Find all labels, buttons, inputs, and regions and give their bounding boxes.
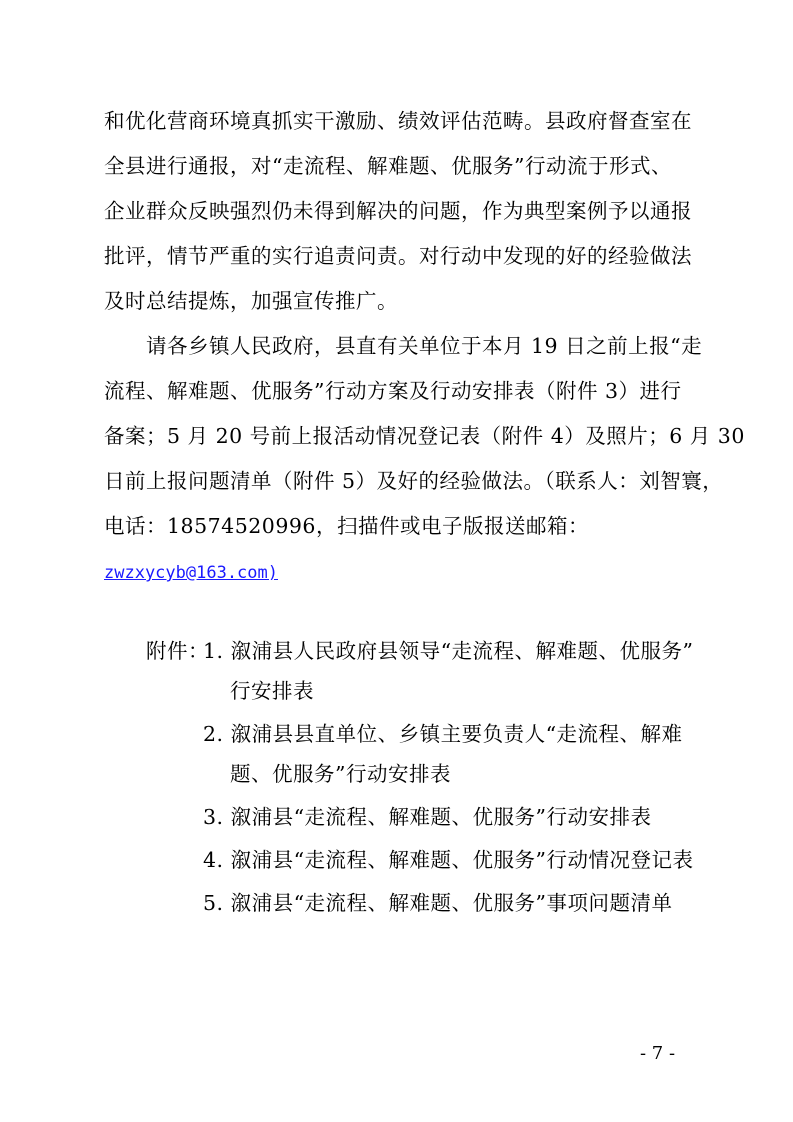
paragraph-2-line-5: 电话：18574520996，扫描件或电子版报送邮箱： — [104, 514, 589, 538]
attachment-4-line-1: 4. 溆浦县“走流程、解难题、优服务”行动情况登记表 — [203, 848, 694, 872]
paragraph-2-line-1: 请各乡镇人民政府，县直有关单位于本月 19 日之前上报“走 — [146, 334, 703, 358]
paragraph-1-line-1: 和优化营商环境真抓实干激励、绩效评估范畴。县政府督查室在 — [104, 109, 692, 133]
attachment-2-line-2: 题、优服务”行动安排表 — [230, 762, 451, 786]
paragraph-1-line-4: 批评，情节严重的实行追责问责。对行动中发现的好的经验做法 — [104, 244, 692, 268]
paragraph-1-line-3: 企业群众反映强烈仍未得到解决的问题，作为典型案例予以通报 — [104, 199, 692, 223]
paragraph-1-line-2: 全县进行通报，对“走流程、解难题、优服务”行动流于形式、 — [104, 154, 672, 178]
page-number: - 7 - — [640, 1043, 676, 1064]
paragraph-1-line-5: 及时总结提炼，加强宣传推广。 — [104, 289, 398, 313]
attachment-5-line-1: 5. 溆浦县“走流程、解难题、优服务”事项问题清单 — [203, 891, 673, 915]
attachment-1-line-2: 行安排表 — [230, 679, 314, 703]
email-link[interactable]: zwzxycyb@163.com) — [104, 563, 278, 583]
attachments-label: 附件： — [146, 639, 209, 663]
paragraph-2-line-4: 日前上报问题清单（附件 5）及好的经验做法。（联系人：刘智寰， — [104, 469, 724, 493]
paragraph-2-line-2: 流程、解难题、优服务”行动方案及行动安排表（附件 3）进行 — [104, 379, 682, 403]
attachment-3-line-1: 3. 溆浦县“走流程、解难题、优服务”行动安排表 — [203, 805, 652, 829]
attachment-1-line-1: 1. 溆浦县人民政府县领导“走流程、解难题、优服务” — [203, 639, 694, 663]
paragraph-2-line-3: 备案；5 月 20 号前上报活动情况登记表（附件 4）及照片；6 月 30 — [104, 424, 745, 448]
attachment-2-line-1: 2. 溆浦县县直单位、乡镇主要负责人“走流程、解难 — [203, 722, 683, 746]
